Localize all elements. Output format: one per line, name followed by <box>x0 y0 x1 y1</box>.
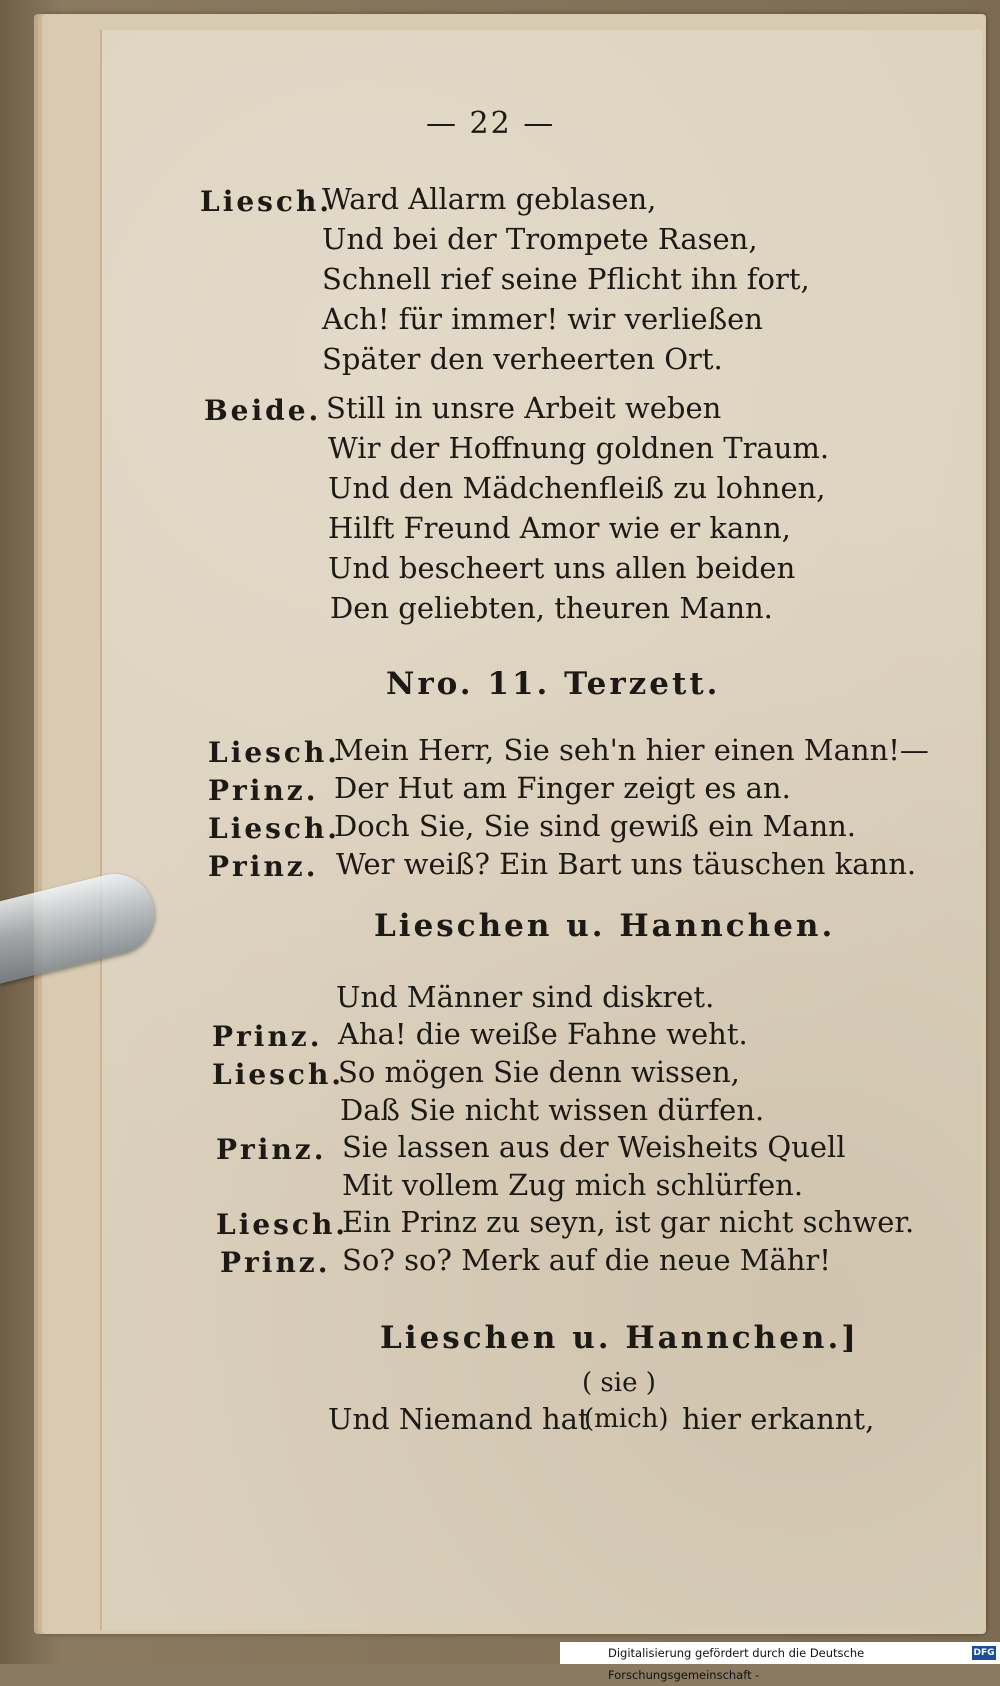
verse-line: Den geliebten, theuren Mann. <box>330 591 773 625</box>
verse-line: Später den verheerten Ort. <box>322 342 723 376</box>
speaker-label: Liesch. <box>208 736 341 769</box>
verse-line: So? so? Merk auf die neue Mähr! <box>342 1243 831 1277</box>
verse-line: Mit vollem Zug mich schlürfen. <box>342 1168 804 1202</box>
verse-line: Sie lassen aus der Weisheits Quell <box>342 1130 846 1164</box>
verse-line: Ein Prinz zu seyn, ist gar nicht schwer. <box>342 1205 915 1239</box>
verse-line: Und bescheert uns allen beiden <box>328 551 796 585</box>
speaker-label: Liesch. <box>216 1208 349 1241</box>
verse-line: Der Hut am Finger zeigt es an. <box>334 771 791 805</box>
speaker-label: Prinz. <box>208 850 319 883</box>
verse-line: Und Männer sind diskret. <box>336 980 715 1014</box>
speaker-label: Prinz. <box>216 1133 327 1166</box>
verse-line: Wer weiß? Ein Bart uns täuschen kann. <box>336 847 917 881</box>
verse-line: Und den Mädchenfleiß zu lohnen, <box>328 471 826 505</box>
speaker-label: Beide. <box>204 394 322 427</box>
verse-line: Und bei der Trompete Rasen, <box>322 222 758 256</box>
footer-credit <box>560 1642 1000 1682</box>
alternative-word-lower: (mich) <box>584 1404 669 1434</box>
speaker-label: Liesch. <box>212 1058 345 1091</box>
dfg-logo: DFG <box>973 1648 995 1658</box>
speaker-label: Liesch. <box>208 812 341 845</box>
page-number: — 22 — <box>426 106 556 141</box>
verse-line: Mein Herr, Sie seh'n hier einen Mann!— <box>334 733 929 767</box>
verse-line: Doch Sie, Sie sind gewiß ein Mann. <box>334 809 857 843</box>
verse-line: Hilft Freund Amor wie er kann, <box>328 511 791 545</box>
section-heading: Lieschen u. Hannchen.] <box>380 1320 859 1356</box>
verse-line: Wir der Hoffnung goldnen Traum. <box>328 431 830 465</box>
verse-line: Daß Sie nicht wissen dürfen. <box>340 1093 765 1127</box>
speaker-label: Liesch. <box>200 185 333 218</box>
book-page <box>100 30 982 1630</box>
speaker-label: Prinz. <box>212 1020 323 1053</box>
verse-line: Ward Allarm geblasen, <box>322 182 657 216</box>
verse-line: Ach! für immer! wir verließen <box>322 302 763 336</box>
verse-line: Still in unsre Arbeit weben <box>326 391 722 425</box>
section-heading: Nro. 11. Terzett. <box>386 666 721 702</box>
verse-line: Schnell rief seine Pflicht ihn fort, <box>322 262 810 296</box>
footer-text: Digitalisierung gefördert durch die Deutsche Forschungsgemeinschaft - <box>608 1646 865 1682</box>
verse-line: So mögen Sie denn wissen, <box>338 1055 740 1089</box>
verse-line: Aha! die weiße Fahne weht. <box>338 1017 748 1051</box>
verse-line: hier erkannt, <box>682 1402 875 1436</box>
speaker-label: Prinz. <box>220 1246 331 1279</box>
speaker-label: Prinz. <box>208 774 319 807</box>
alternative-word-upper: ( sie ) <box>582 1368 656 1398</box>
section-heading: Lieschen u. Hannchen. <box>374 908 836 944</box>
verse-line: Und Niemand hat <box>328 1402 590 1436</box>
